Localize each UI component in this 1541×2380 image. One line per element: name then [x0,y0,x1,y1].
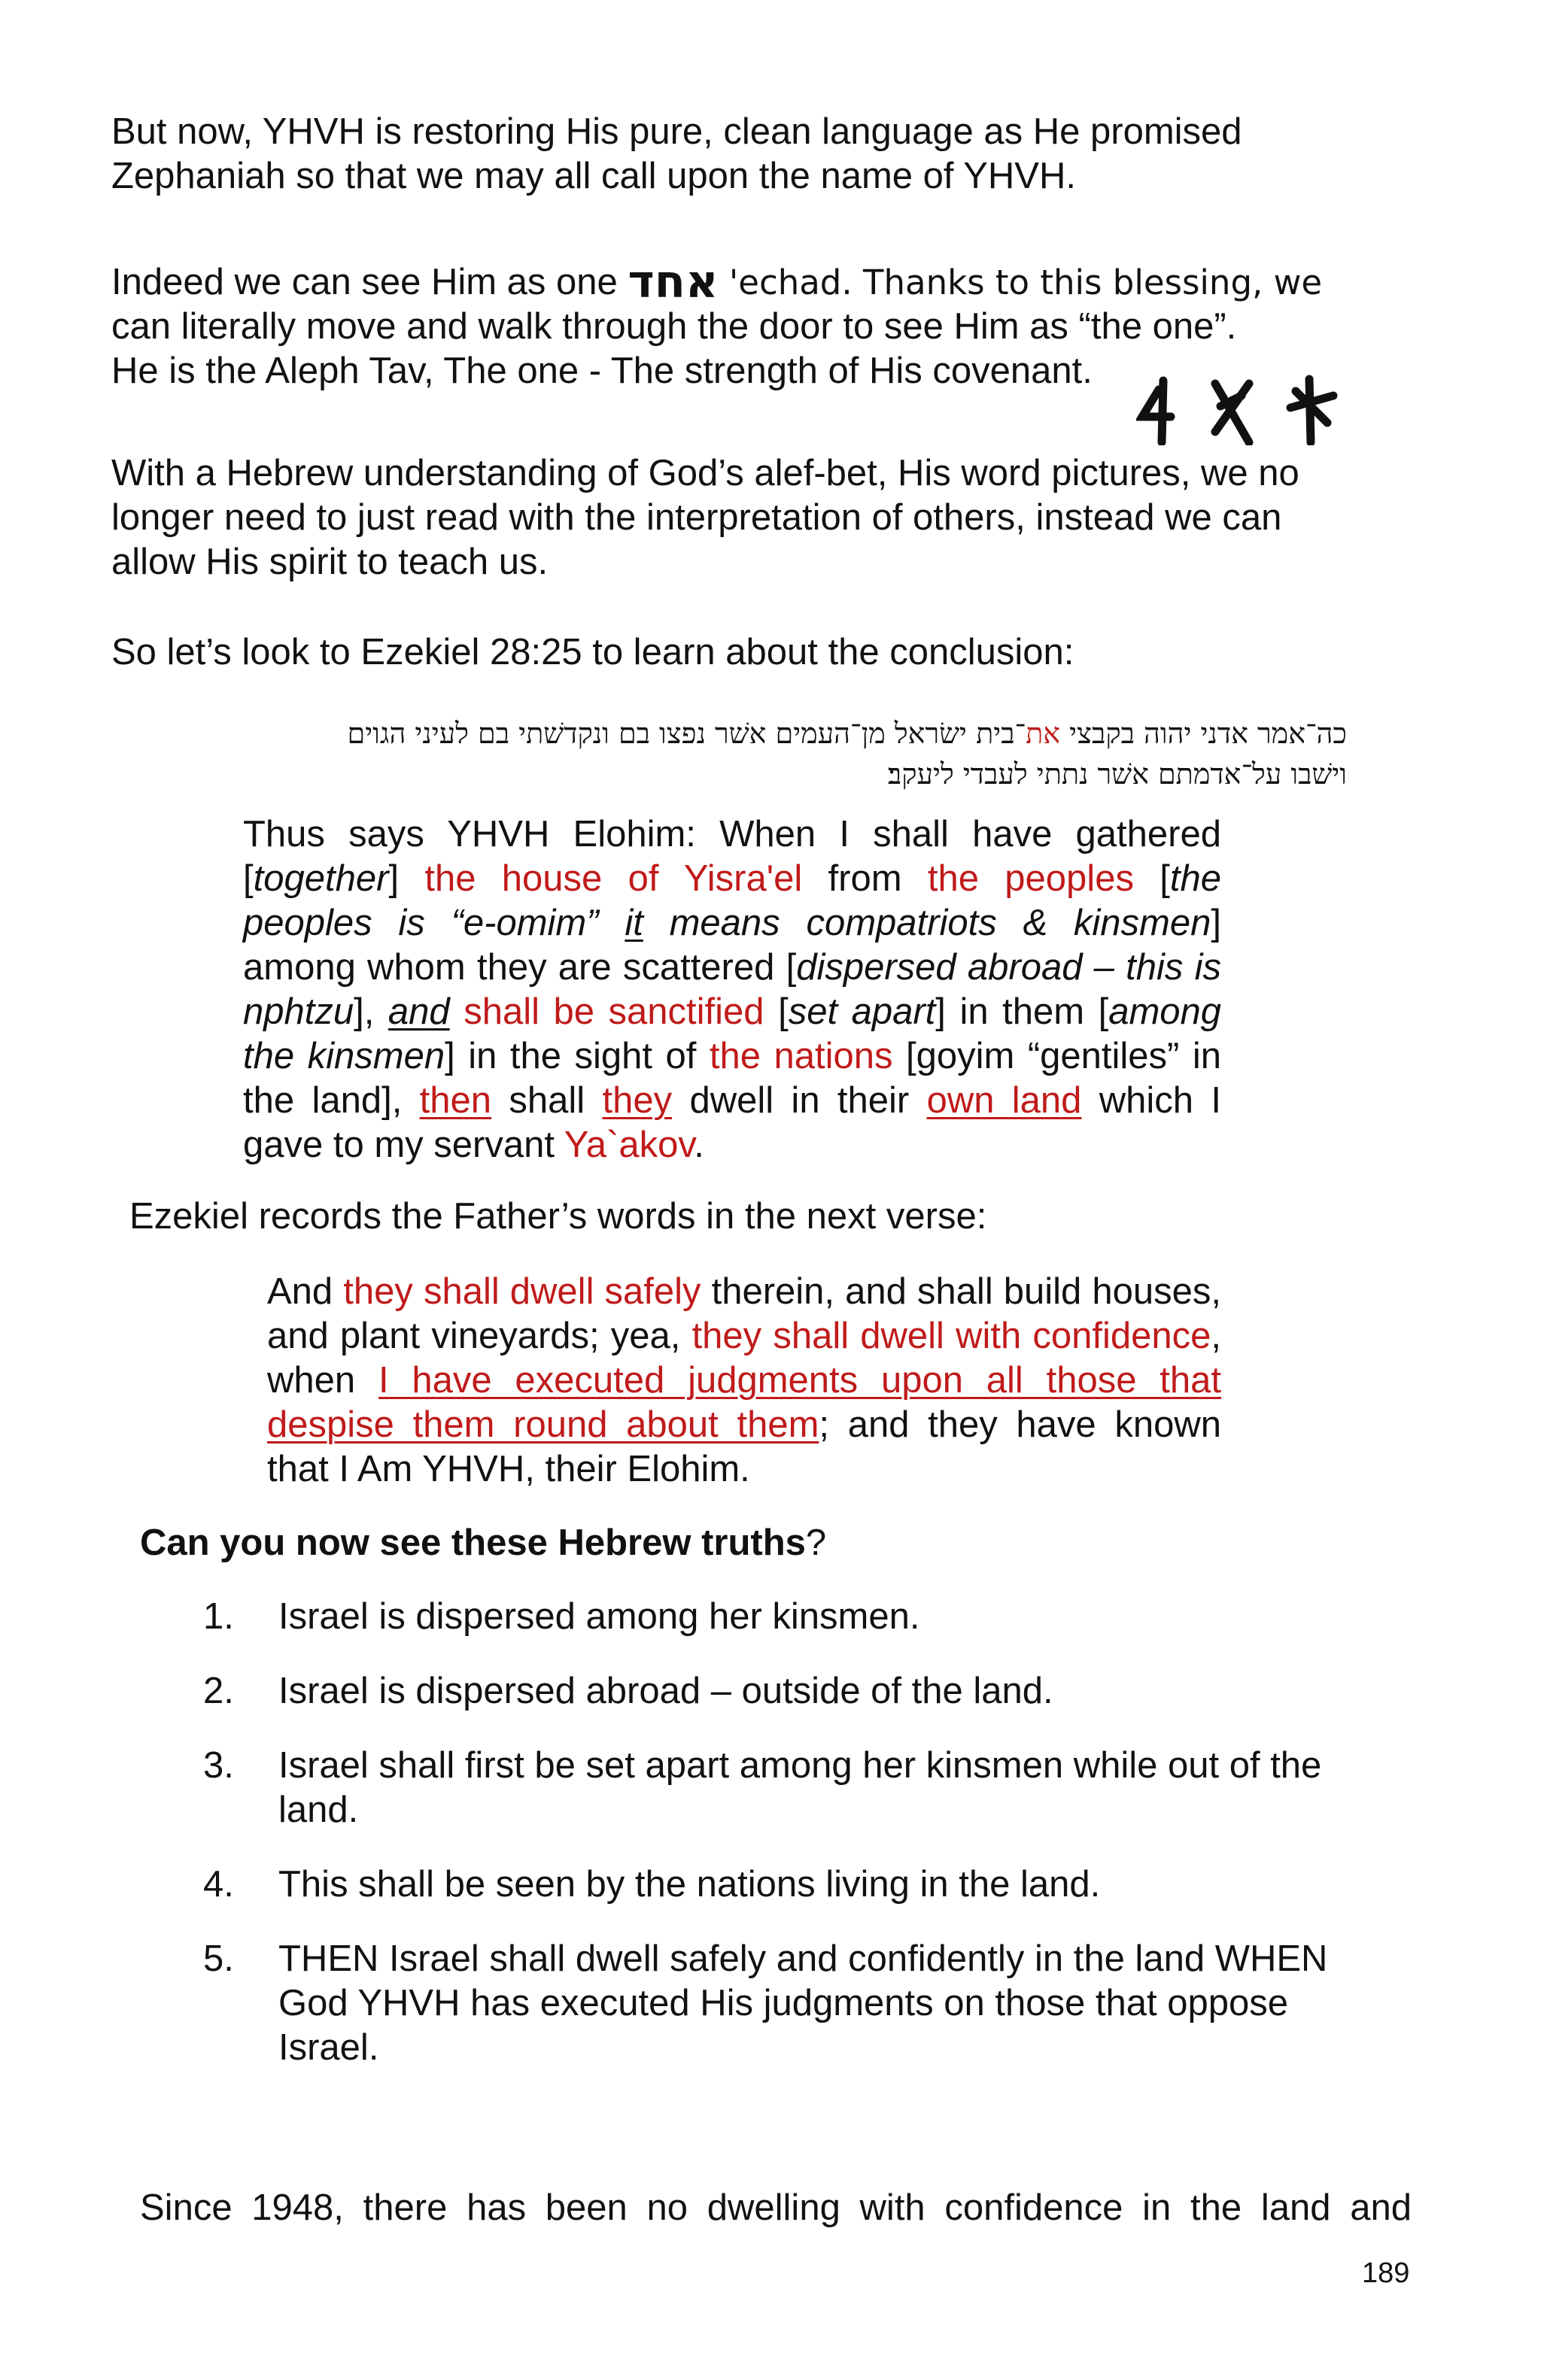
text-run: shall [491,1080,603,1121]
paragraph-next-verse: Ezekiel records the Father’s words in the next verse: [129,1196,987,1237]
text-run: . [694,1125,704,1165]
text-run: from [802,858,928,899]
text-run: Indeed we can see Him as one [111,262,628,302]
hebrew-word-echad: אחד [628,256,719,308]
underlined-italic-run: it [625,903,643,943]
list-item-text: This shall be seen by the nations living in the land. [278,1864,1101,1905]
question-bold-text: Can you now see these Hebrew truths [140,1522,806,1563]
list-item [203,1669,1392,1714]
text-run: which I gave to my servant [243,1080,1221,1165]
paragraph-restoring-language [111,110,1391,199]
red-underlined-run: own land [926,1080,1082,1121]
list-item-text: Israel is dispersed abroad – outside of the land. [278,1671,1053,1711]
red-underlined-run: I have executed judgments upon all those that despise them round about them [267,1360,1221,1445]
text-run: Thus says YHVH Elohim: When I shall have gathered [ [243,814,1221,899]
quote-ezekiel-28-25 [243,812,1221,1167]
red-run: they shall dwell with confidence [691,1316,1211,1356]
red-run: the nations [709,1036,893,1076]
list-number: 5. [203,1938,234,1979]
paragraph-line: Zephaniah so that we may all call upon the name of YHVH. [111,156,1076,196]
paragraph-line: He is the Aleph Tav, The one - The strength of His covenant. [111,351,1093,391]
list-item [203,1937,1392,2070]
italic-run: set apart [788,991,936,1032]
text-run: כה־אמר אדני יהוה בקבצי [1060,717,1347,750]
paragraph-since-1948: Since 1948, there has been no dwelling with confidence in the land and [140,2187,1412,2228]
quote-ezekiel-28-26 [267,1270,1221,1492]
italic-run: dispersed abroad – this is nphtzu [243,947,1222,1032]
hebrew-verse-line: וישׁבו על־אדמתם אשׁר נתתי לעבדי ליעקב׃ [887,757,1347,791]
red-run: they shall dwell safely [343,1271,701,1312]
list-item-text: THEN Israel shall dwell safely and confidently in the land WHEN God YHVH has executed His judgments on those that oppose Israel. [278,1938,1328,2068]
italic-run: means compatriots & kinsmen [643,903,1211,943]
list-item-text: Israel shall first be set apart among her kinsmen while out of the land. [278,1745,1322,1830]
list-item [203,1595,1392,1639]
list-number: 1. [203,1596,234,1637]
red-run: shall be sanctified [464,991,764,1032]
page-number: 189 [1362,2257,1410,2289]
paragraph-line [111,256,1391,308]
list-number: 2. [203,1671,234,1711]
text-run: [ [1133,858,1170,899]
underlined-italic-run: and [388,991,450,1032]
red-run: the house of Yisra'el [424,858,803,899]
italic-run: together [253,858,389,899]
text-run: ־בית ישׂראל מן־העמים אשׁר נפצו בם ונקדשׁתי בם לעיני הגוים [347,717,1026,750]
list-item-text: Israel is dispersed among her kinsmen. [278,1596,920,1637]
text-run: therein, and shall build houses, and plant vineyards; yea, [267,1271,1221,1356]
text-run: ] [388,858,425,899]
paragraph-line: longer need to just read with the interpretation of others, instead we can [111,497,1282,538]
text-run: dwell in their [672,1080,927,1121]
italic-run: the peoples is “e-omim” [243,858,1222,943]
list-number: 3. [203,1745,234,1786]
text-run: ] in them [ [935,991,1109,1032]
paleo-hebrew-aleph-tav-icon [1136,373,1347,445]
red-underlined-run: they [602,1080,673,1121]
list-item [203,1862,1392,1907]
text-run [450,991,464,1032]
red-underlined-run: then [419,1080,492,1121]
hebrew-et-highlight: את [1026,717,1061,750]
text-run: 'echad. Thanks to this blessing, we [718,263,1323,302]
text-run: [goyim “gentiles” in the land], [243,1036,1221,1121]
text-run: ; and they have known that I Am YHVH, their Elohim. [267,1404,1221,1489]
hebrew-verse-line [162,713,1347,754]
paragraph-line: But now, YHVH is restoring His pure, clean language as He promised [111,111,1242,152]
list-number: 4. [203,1864,234,1905]
paragraph-line: With a Hebrew understanding of God’s alef-bet, His word pictures, we no [111,453,1299,493]
text-run: And [267,1271,344,1312]
text-run: ], [354,991,388,1032]
paragraph-alef-bet [111,451,1391,584]
paragraph-line: allow His spirit to teach us. [111,542,549,582]
text-run: , when [267,1316,1221,1401]
text-run: ] among whom they are scattered [ [243,903,1221,988]
text-run: [ [764,991,789,1032]
text-run: ] in the sight of [445,1036,710,1076]
paragraph-line: can literally move and walk through the door to see Him as “the one”. [111,306,1237,347]
list-item [203,1744,1392,1832]
red-run: Ya`akov [564,1125,695,1165]
question-heading [140,1521,1419,1565]
paragraph-ezekiel-intro: So let’s look to Ezekiel 28:25 to learn about the conclusion: [111,632,1074,672]
italic-run: among the kinsmen [243,991,1222,1076]
red-run: the peoples [927,858,1134,899]
hebrew-verse [162,713,1347,794]
hebrew-truths-list [203,1595,1392,2100]
question-mark: ? [805,1522,827,1563]
